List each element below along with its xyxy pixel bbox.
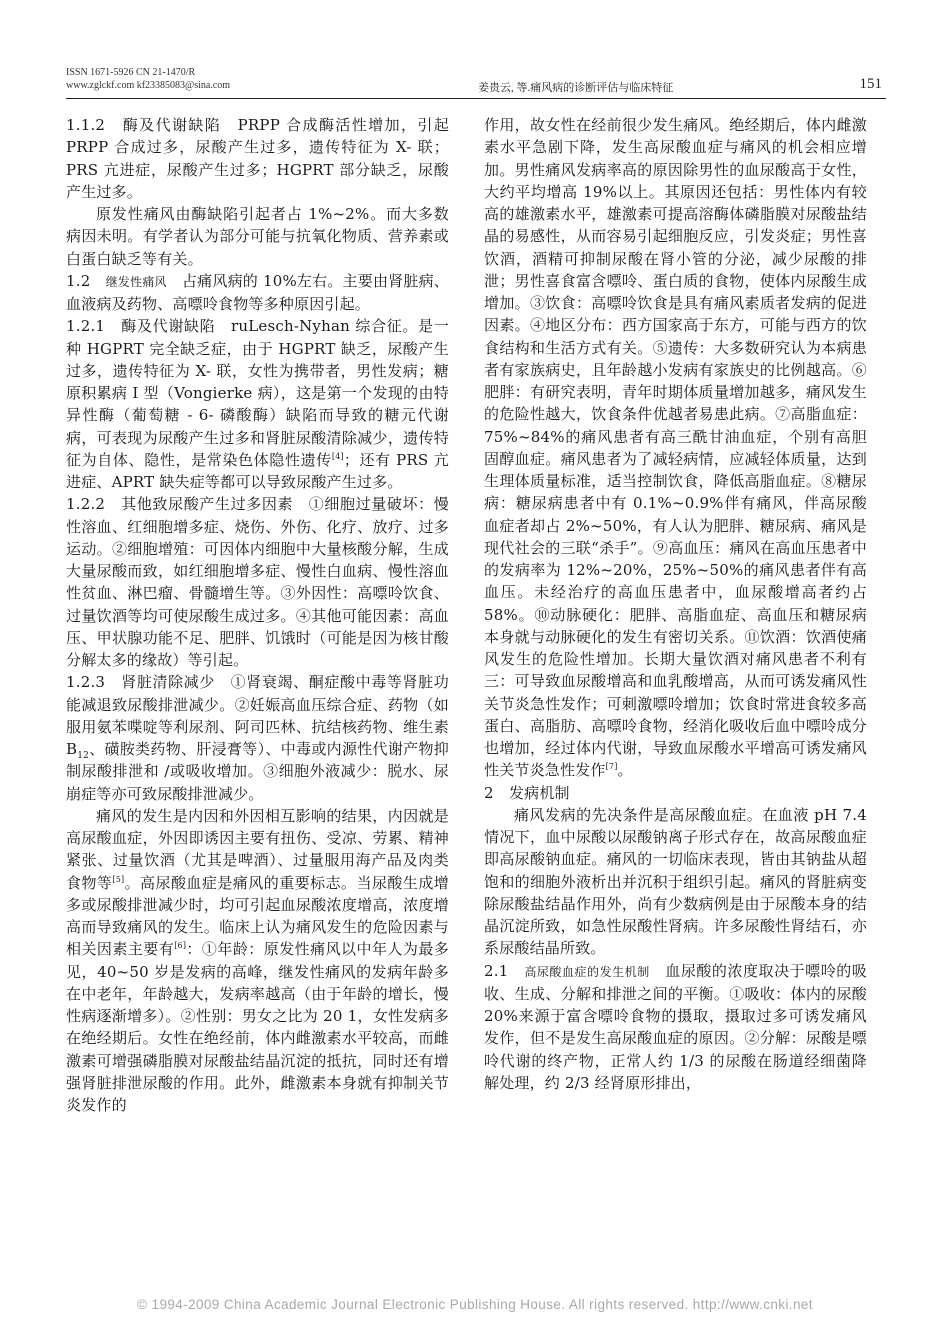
paragraph-text: ：①年龄：原发性痛风以中年人为最多见，40~50 岁是发病的高峰，继发性痛风的发病年龄多在中老年，年龄越大，发病率越高（由于年龄的增长，慢性病逐渐增多）。②性别：男女之比为 20 1，女性发病多在绝经期后。女性在绝经前，体内雌激素水平较高，而雌激素可增强磷脂膜对尿酸盐结晶沉淀的抵抗，同时还有增强肾脏排泄尿酸的作用。此外，雌激素本身就有抑制关节炎发作的 xyxy=(66,940,450,1114)
running-title: 姜贵云, 等.痛风病的诊断评估与临床特征 xyxy=(478,82,674,94)
paragraph-text: ①肾衰竭、酮症酸中毒等肾脏功能减退致尿酸排泄减少。②妊娠高血压综合症、药物（如服用氨苯喋啶等利尿剂、阿司匹林、抗结核药物、维生素 B xyxy=(66,673,449,758)
paragraph: 痛风发病的先决条件是高尿酸血症。在血液 pH 7.4 情况下，血中尿酸以尿酸钠离子形式存在，故高尿酸血症即高尿酸钠血症。痛风的一切临床表现，皆由其钠盐从超饱和的细胞外液析出并沉积于组织引起。痛风的肾脏病变除尿酸盐结晶作用外，尚有少数病例是由于尿酸本身的结晶沉淀所致，如急性尿酸性肾病。许多尿酸性肾结石，亦系尿酸结晶所致。 xyxy=(484,805,867,958)
section-heading: 1.1.2 酶及代谢缺陷 xyxy=(66,116,238,134)
section-number: 1.2 xyxy=(66,271,106,290)
journal-meta xyxy=(66,66,230,92)
paragraph xyxy=(66,270,449,316)
section-number: 2.1 xyxy=(484,961,525,980)
paragraph-text: 、磺胺类药物、肝浸膏等）、中毒或内源性代谢产物抑制尿酸排泄和 /或吸收增加。③细胞外液减少：脱水、尿崩症等亦可致尿酸排泄减少。 xyxy=(66,740,449,803)
paragraph-text: 。 xyxy=(617,761,633,780)
citation-ref: [4] xyxy=(331,451,344,461)
page-number: 151 xyxy=(859,76,882,92)
website-line: www.zglckf.com kf23385083@sina.com xyxy=(66,80,231,91)
paragraph-text: ruLesch-Nyhan 综合征。是一种 HGPRT 完全缺乏症，由于 HGPRT 缺乏，尿酸产生过多，遗传特征为 X- 联，女性为携带者，男性发病；糖原积累病 I 型（Vongierke 病），这是第一个发现的由特异性酶（葡萄糖 - 6- 磷酸酶）缺陷而导致的糖元代谢病，可表现为尿酸产生过多和肾脏尿酸清除减少，遗传特征为自体、隐性，是常染色体隐性遗传 xyxy=(66,317,449,469)
paragraph-text: ；还有 PRS 亢进症、APRT 缺失症等都可以导致尿酸产生过多。 xyxy=(66,450,450,491)
paragraph xyxy=(66,805,449,1117)
paragraph xyxy=(484,114,867,782)
section-heading: 高尿酸血症的发生机制 xyxy=(524,964,650,979)
section-heading: 继发性痛风 xyxy=(105,274,167,289)
section-heading: 2 发病机制 xyxy=(484,783,570,802)
subscript: 12 xyxy=(77,751,90,761)
paragraph-text: 占痛风病的 10%左右。主要由肾脏病、血液病及药物、高嘌呤食物等多种原因引起。 xyxy=(66,271,449,313)
paragraph xyxy=(66,671,449,805)
section-heading: 1.2.1 酶及代谢缺陷 xyxy=(66,317,232,336)
paragraph-text: 痛风的发生是内因和外因相互影响的结果，内因就是高尿酸血症，外因即诱因主要有扭伤、受凉、劳累、精神紧张、过量饮酒（尤其是啤酒）、过量服用海产品及肉类食物等 xyxy=(66,806,449,892)
issn-line: ISSN 1671-5926 CN 21-1470/R xyxy=(66,67,196,78)
paragraph xyxy=(66,315,449,493)
citation-ref: [6] xyxy=(174,941,187,951)
citation-ref: [7] xyxy=(605,762,618,772)
paragraph-text: 。高尿酸血症是痛风的重要标志。当尿酸生成增多或尿酸排泄减少时，均可引起血尿酸浓度增高，浓度增高而导致痛风的发生。临床上认为痛风发生的危险因素与相关因素主要有 xyxy=(66,873,449,959)
paragraph xyxy=(66,114,449,203)
paragraph xyxy=(484,960,867,1095)
running-header xyxy=(66,66,886,99)
paragraph-text: ①细胞过量破坏：慢性溶血、红细胞增多症、烧伤、外伤、化疗、放疗、过多运动。②细胞增殖：可因体内细胞中大量核酸分解，生成大量尿酸而致，如红细胞增多症、慢性白血病、慢性溶血性贫血、淋巴瘤、骨髓增生等。③外因性：高嘌呤饮食、过量饮酒等均可使尿酸生成过多。④其他可能因素：高血压、甲状腺功能不足、肥胖、饥饿时（可能是因为核甘酸分解太多的缘故）等引起。 xyxy=(66,495,449,669)
paragraph-text: 血尿酸的浓度取决于嘌呤的吸收、生成、分解和排泄之间的平衡。①吸收：体内的尿酸 20%来源于富含嘌呤食物的摄取，摄取过多可诱发痛风发作，但不是发生高尿酸血症的原因。②分解：尿酸是嘌呤代谢的终产物，正常人约 1/3 的尿酸在肠道经细菌降解处理，约 2/3 经肾原形排出， xyxy=(484,961,867,1092)
left-column xyxy=(66,114,449,1116)
section-heading: 1.2.2 其他致尿酸产生过多因素 xyxy=(66,495,309,514)
citation-ref: [5] xyxy=(112,874,125,884)
paragraph: 原发性痛风由酶缺陷引起者占 1%~2%。而大多数病因未明。有学者认为部分可能与抗氧化物质、营养素或白蛋白缺乏等有关。 xyxy=(66,205,449,268)
section-heading: 1.2.3 肾脏清除减少 xyxy=(66,673,231,692)
copyright-footer: © 1994-2009 China Academic Journal Electronic Publishing House. All rights reserved. http://www.cnki.net xyxy=(137,1297,813,1312)
paragraph-text: PRPP 合成酶活性增加，引起 PRPP 合成过多，尿酸产生过多，遗传特征为 X- 联；PRS 亢进症，尿酸产生过多；HGPRT 部分缺乏，尿酸产生过多。 xyxy=(66,116,449,201)
right-column xyxy=(484,114,867,1094)
paragraph xyxy=(66,493,449,671)
paragraph-text: 作用，故女性在经前很少发生痛风。绝经期后，体内雌激素水平急剧下降，发生高尿酸血症与痛风的机会相应增加。男性痛风发病率高的原因除男性的血尿酸高于女性，大约平均增高 19%以上。其原因还包括：男性体内有较高的雄激素水平，雄激素可提高溶酶体磷脂膜对尿酸盐结晶的易感性，从而容易引起细胞反应，引发炎症；男性喜饮酒，酒精可抑制尿酸在肾小管的分泌，减少尿酸的排泄；男性喜食富含嘌呤、蛋白质的食物，使体内尿酸生成增加。③饮食：高嘌呤饮食是具有痛风素质者发病的促进因素。④地区分布：西方国家高于东方，可能与西方的饮食结构和生活方式有关。⑤遗传：大多数研究认为本病患者有家族病史，且年龄越小发病有家族史的比例越高。⑥肥胖：有研究表明，青年时期体质量增加越多，痛风发生的危险性越大，饮食条件优越者易患此病。⑦高脂血症：75%~84%的痛风患者有高三酰甘油血症，个别有高胆固醇血症。痛风患者为了减轻病情，应减轻体质量，达到生理体质量标准，适当控制饮食，降低高脂血症。⑧糖尿病：糖尿病患者中有 0.1%~0.9%伴有痛风，伴高尿酸血症者却占 2%~50%，有人认为肥胖、糖尿病、痛风是现代社会的三联“杀手”。⑨高血压：痛风在高血压患者中的发病率为 12%~20%，25%~50%的痛风患者伴有高血压。未经治疗的高血压患者中，血尿酸增高者约占 58%。⑩动脉硬化：肥胖、高脂血症、高血压和糖尿病本身就与动脉硬化的发生有密切关系。⑪饮酒：饮酒使痛风发生的危险性增加。长期大量饮酒对痛风患者不利有三：可导致血尿酸增高和血乳酸增高，从而可诱发痛风性关节炎急性发作；可刺激嘌呤增加；饮食时常进食较多高蛋白、高脂肪、高嘌呤食物，经消化吸收后血中嘌呤成分也增加，经过体内代谢，导致血尿酸水平增高可诱发痛风性关节炎急性发作 xyxy=(484,116,867,780)
